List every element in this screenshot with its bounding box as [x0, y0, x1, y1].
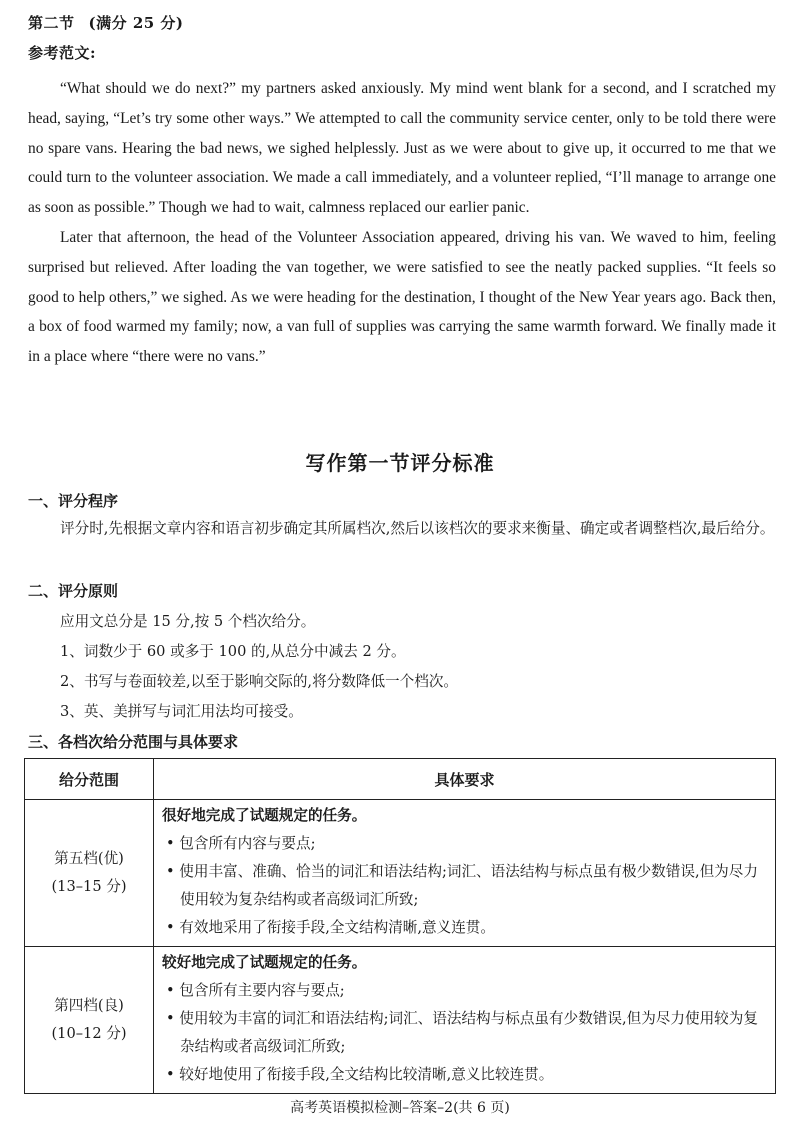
level-cell	[25, 800, 154, 947]
requirement-lead: 很好地完成了试题规定的任务。	[162, 807, 367, 824]
requirements-cell	[154, 947, 776, 1094]
requirement-item: • 包含所有内容与要点;	[162, 830, 767, 858]
essay-paragraph-2: Later that afternoon, the head of the Volunteer Association appeared, driving his van. We waved to him, feeling surprised but relieved. After loading the van together, we were satisfied to see the neatly packed supplies. “It feels so good to help others,” we sighed. As we were heading for the destination, I thought of the New Year years ago. Back then, a box of food warmed my family; now, a van full of supplies was carrying the same warmth forward. We finally made it in a place where “there were no vans.”	[28, 228, 776, 366]
level-name: 第四档(良)	[54, 997, 124, 1014]
principle-item: 1、词数少于 60 或多于 100 的,从总分中减去 2 分。	[60, 643, 406, 660]
rubric-title: 写作第一节评分标准	[305, 451, 495, 475]
sample-essay	[28, 74, 776, 372]
requirement-item: • 较好地使用了衔接手段,全文结构比较清晰,意义比较连贯。	[162, 1061, 767, 1089]
requirement-item: • 有效地采用了衔接手段,全文结构清晰,意义连贯。	[162, 914, 767, 942]
requirements-cell	[154, 800, 776, 947]
table-header-row	[25, 759, 776, 800]
requirement-item: • 使用丰富、准确、恰当的词汇和语法结构;词汇、语法结构与标点虽有极少数错误,但为尽力使用较为复杂结构或者高级词汇所致;	[162, 858, 767, 914]
level-range: (13–15 分)	[51, 878, 127, 895]
table-header-range: 给分范围	[25, 759, 154, 800]
level-name: 第五档(优)	[54, 850, 124, 867]
principle-item: 2、书写与卷面较差,以至于影响交际的,将分数降低一个档次。	[60, 673, 459, 690]
grading-table	[24, 758, 776, 1094]
page-footer: 高考英语模拟检测–答案–2(共 6 页)	[290, 1100, 510, 1116]
requirement-lead: 较好地完成了试题规定的任务。	[162, 954, 367, 971]
table-row	[25, 800, 776, 947]
section-score: (满分 25 分)	[88, 14, 184, 32]
procedure-heading: 一、评分程序	[28, 492, 119, 510]
section-heading	[28, 12, 184, 33]
principle-item: 3、英、美拼写与词汇用法均可接受。	[60, 703, 303, 720]
requirement-item: • 使用较为丰富的词汇和语法结构;词汇、语法结构与标点虽有少数错误,但为尽力使用较为复杂结构或者高级词汇所致;	[162, 1005, 767, 1061]
table-header-requirements: 具体要求	[154, 759, 776, 800]
section-title: 第二节	[28, 14, 75, 32]
essay-paragraph-1: “What should we do next?” my partners asked anxiously. My mind went blank for a second, and I scratched my head, saying, “Let’s try some other ways.” We attempted to call the community service center, only to be told there were no spare vans. Hearing the bad news, we sighed helplessly. Just as we were about to give up, it occurred to me that we could turn to the volunteer association. We made a call immediately, and a volunteer replied, “I’ll manage to arrange one as soon as possible.” Though we had to wait, calmness replaced our earlier panic.	[28, 80, 776, 217]
level-cell	[25, 947, 154, 1094]
principles-intro: 应用文总分是 15 分,按 5 个档次给分。	[60, 613, 316, 630]
levels-heading: 三、各档次给分范围与具体要求	[28, 733, 239, 751]
sample-essay-label: 参考范文:	[28, 44, 97, 62]
requirement-item: • 包含所有主要内容与要点;	[162, 977, 767, 1005]
procedure-text: 评分时,先根据文章内容和语言初步确定其所属档次,然后以该档次的要求来衡量、确定或者调整档次,最后给分。	[60, 520, 775, 537]
level-range: (10–12 分)	[51, 1025, 127, 1042]
principles-heading: 二、评分原则	[28, 582, 119, 600]
table-row	[25, 947, 776, 1094]
